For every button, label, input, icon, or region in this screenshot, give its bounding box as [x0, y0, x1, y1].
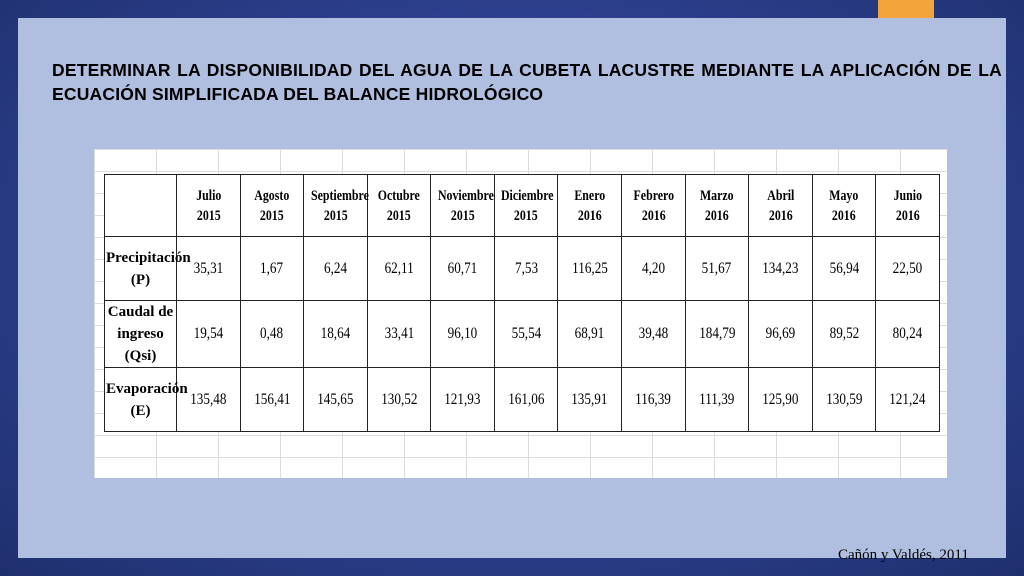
slide-panel	[18, 18, 1006, 563]
column-header: Abril 2016	[754, 175, 806, 237]
column-header: Junio 2016	[882, 175, 934, 237]
cell-value: 62,11	[384, 259, 414, 277]
cell-value: 60,71	[447, 259, 478, 277]
table-cell	[304, 368, 368, 432]
column-header: Diciembre 2015	[500, 175, 552, 237]
cell-value: 19,54	[193, 325, 224, 342]
cell-value: 184,79	[698, 325, 736, 342]
table-row	[105, 368, 940, 432]
column-header: Septiembre 2015	[309, 175, 361, 237]
cell-value: 18,64	[320, 325, 351, 342]
cell-value: 39,48	[638, 325, 669, 342]
cell-value: 145,65	[317, 390, 354, 408]
table-cell	[558, 368, 622, 432]
table-cell	[240, 301, 304, 368]
cell-value: 7,53	[514, 259, 538, 277]
column-header: Agosto 2015	[246, 175, 298, 237]
table-cell	[431, 301, 495, 368]
row-label: Caudal de ingreso (Qsi)	[105, 301, 177, 368]
cell-value: 89,52	[829, 325, 859, 342]
column-header: Enero 2016	[564, 175, 616, 237]
cell-value: 121,24	[889, 390, 926, 408]
cell-value: 156,41	[253, 390, 290, 408]
cell-value: 33,41	[384, 325, 414, 342]
citation: Cañón y Valdés, 2011	[838, 547, 969, 563]
table-image	[94, 149, 947, 478]
table-cell	[749, 368, 813, 432]
table-cell	[685, 368, 749, 432]
cell-value: 130,52	[380, 390, 418, 408]
cell-value: 116,25	[571, 259, 608, 277]
row-label: Precipitación (P)	[105, 237, 177, 301]
column-header: Julio 2015	[182, 175, 234, 237]
table-cell	[876, 368, 940, 432]
table-cell	[622, 368, 686, 432]
table-cell	[177, 368, 241, 432]
cell-value: 135,91	[571, 390, 608, 408]
column-header: Noviembre 2015	[437, 175, 489, 237]
table-cell	[685, 301, 749, 368]
table-cell	[304, 301, 368, 368]
water-balance-table	[104, 174, 940, 432]
table-row	[105, 301, 940, 368]
cell-value: 121,93	[444, 390, 481, 408]
cell-value: 116,39	[635, 390, 672, 408]
table-cell	[304, 237, 368, 301]
table-cell	[749, 237, 813, 301]
cell-value: 22,50	[892, 259, 923, 277]
cell-value: 135,48	[190, 390, 227, 408]
table-cell	[812, 237, 876, 301]
table-cell	[812, 368, 876, 432]
table-header-row	[105, 175, 940, 237]
cell-value: 111,39	[699, 390, 735, 408]
cell-value: 1,67	[260, 259, 284, 277]
table-cell	[240, 237, 304, 301]
table-row	[105, 237, 940, 301]
table-cell	[749, 301, 813, 368]
cell-value: 6,24	[323, 259, 347, 277]
cell-value: 35,31	[193, 259, 224, 277]
corner-cell	[111, 175, 170, 237]
cell-value: 161,06	[508, 390, 545, 408]
table-cell	[622, 301, 686, 368]
cell-value: 51,67	[702, 259, 732, 277]
row-label: Evaporación (E)	[105, 368, 177, 432]
cell-value: 55,54	[511, 325, 541, 342]
column-header: Febrero 2016	[627, 175, 679, 237]
table-cell	[367, 368, 431, 432]
cell-value: 134,23	[762, 259, 799, 277]
table-cell	[177, 237, 241, 301]
column-header: Marzo 2016	[691, 175, 743, 237]
table-cell	[876, 237, 940, 301]
table-cell	[812, 301, 876, 368]
table-cell	[558, 237, 622, 301]
table-cell	[367, 237, 431, 301]
cell-value: 4,20	[641, 259, 665, 277]
cell-value: 96,69	[765, 325, 796, 342]
table-cell	[431, 368, 495, 432]
column-header: Octubre 2015	[373, 175, 425, 237]
table-cell	[876, 301, 940, 368]
cell-value: 68,91	[574, 325, 605, 342]
cell-value: 80,24	[892, 325, 923, 342]
cell-value: 130,59	[825, 390, 863, 408]
table-cell	[367, 301, 431, 368]
table-cell	[494, 237, 558, 301]
table-cell	[177, 301, 241, 368]
slide-title: DETERMINAR LA DISPONIBILIDAD DEL AGUA DE LA CUBETA LACUSTRE MEDIANTE LA APLICACIÓN DE LA ECUACIÓN SIMPLIFICADA DEL BALANCE HIDROLÓGICO	[52, 60, 1002, 104]
cell-value: 96,10	[447, 325, 478, 342]
cell-value: 56,94	[829, 259, 859, 277]
table-cell	[494, 368, 558, 432]
table-cell	[431, 237, 495, 301]
orange-accent-tab	[878, 0, 934, 18]
table-cell	[558, 301, 622, 368]
table-cell	[622, 237, 686, 301]
cell-value: 125,90	[762, 390, 799, 408]
cell-value: 0,48	[260, 325, 284, 342]
column-header: Mayo 2016	[818, 175, 870, 237]
table-cell	[240, 368, 304, 432]
table-cell	[685, 237, 749, 301]
table-cell	[494, 301, 558, 368]
